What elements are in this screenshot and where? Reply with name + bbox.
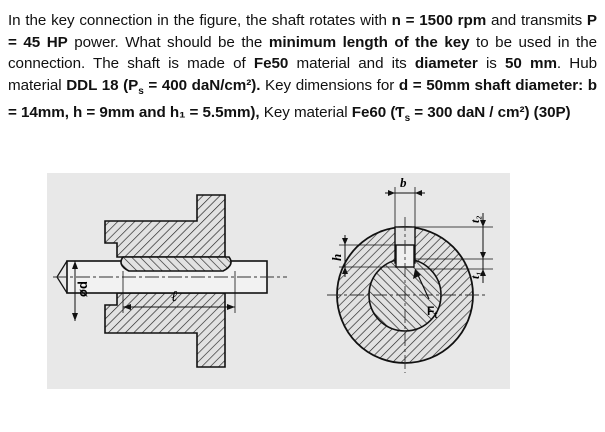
key-connection-figure [47,173,510,389]
diameter-d-label: ød [75,281,90,297]
t1-label: t₁ [468,271,482,279]
width-b-label: b [400,175,407,190]
cross-section [327,175,493,373]
problem-statement: In the key connection in the figure, the shaft rotates with n = 1500 rpm and transmits P = 45 HP power. What should be the minimum length of the key to be used in the connection. The shaft is made of Fe50 material and its diameter is 50 mm. Hub material DDL 18 ($P_s = 400$ daN/cm²). Key dimensions for d = 50mm shaft diameter: b = 14mm, h = 9mm and h₁ = 5.5mm), Key material Fe60 ($Ƭ_s = 300$ daN / cm²) (30P) [8,12,598,125]
force-ft-label: $F_t$ [427,304,438,320]
longitudinal-section [53,195,287,367]
t2-label: t₂ [468,215,482,223]
length-l-label: ℓ [171,289,178,305]
height-h-label: h [329,253,344,261]
